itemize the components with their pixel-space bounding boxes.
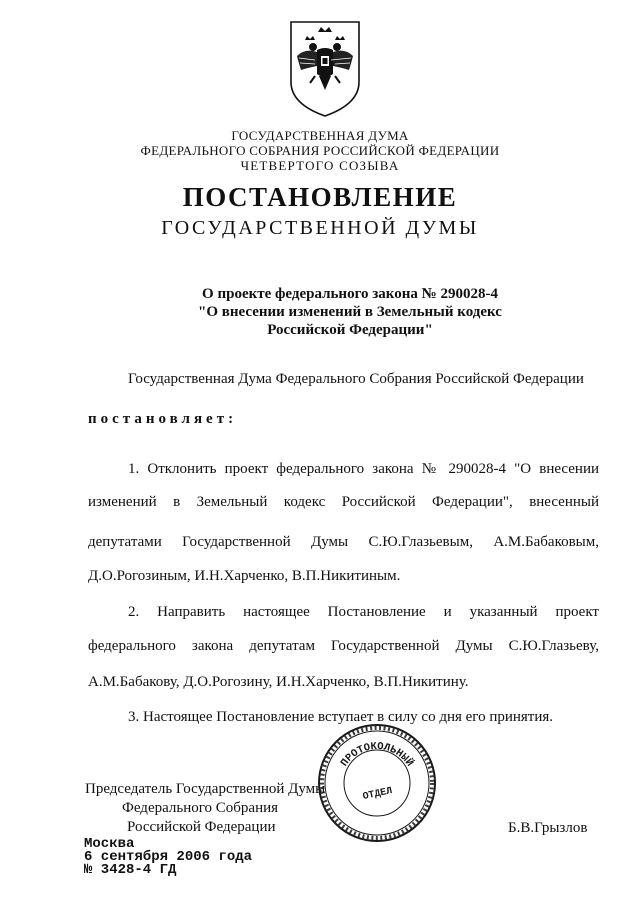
document-title: ПОСТАНОВЛЕНИЕ: [182, 182, 458, 212]
footer-date: 6 сентября 2006 года: [84, 849, 253, 865]
header-line-1: ГОСУДАРСТВЕННАЯ ДУМА: [231, 128, 409, 143]
header-line-2: ФЕДЕРАЛЬНОГО СОБРАНИЯ РОССИЙСКОЙ ФЕДЕРАЦИИ: [140, 143, 500, 158]
item-1-line-2: изменений в Земельный кодекс Российской Федерации", внесенный: [88, 494, 599, 510]
signature-role-line-3: Российской Федерации: [127, 819, 276, 835]
subject-line-2: "О внесении изменений в Земельный кодекс: [198, 304, 502, 320]
item-1-line-3: депутатами Государственной Думы С.Ю.Глазьевым, А.М.Бабаковым,: [88, 534, 599, 550]
round-stamp-seal: [316, 722, 438, 844]
subject-block: [150, 285, 550, 339]
header-line-3: ЧЕТВЕРТОГО СОЗЫВА: [240, 158, 400, 173]
footer-city: Москва: [84, 836, 135, 852]
signature-role-line-2: Федерального Собрания: [122, 800, 279, 816]
footer-number: № 3428-4 ГД: [84, 862, 177, 878]
item-3-line-1: 3. Настоящее Постановление вступает в силу со дня его принятия.: [128, 709, 554, 725]
coat-of-arms-emblem: [287, 20, 363, 118]
resolves-text: постановляет:: [88, 411, 238, 427]
stamp-center-text: ОТДЕЛ: [361, 786, 394, 804]
subject-line-3: Российской Федерации": [267, 322, 433, 338]
item-2-line-1: 2. Направить настоящее Постановление и указанный проект: [128, 604, 599, 620]
preamble-text: Государственная Дума Федерального Собрания Российской Федерации: [128, 371, 584, 387]
stamp-arc-textpath: ПРОТОКОЛЬНЫЙ: [338, 740, 416, 770]
item-2-line-2: федерального закона депутатам Государственной Думы С.Ю.Глазьеву,: [88, 638, 599, 654]
document-subtitle: ГОСУДАРСТВЕННОЙ ДУМЫ: [161, 217, 479, 239]
subject-line-1: О проекте федерального закона № 290028-4: [202, 286, 498, 302]
stamp-arc-text: [339, 741, 417, 769]
signer-name: Б.В.Грызлов: [508, 820, 588, 836]
signature-role-line-1: Председатель Государственной Думы: [85, 781, 326, 797]
item-1-line-4: Д.О.Рогозиным, И.Н.Харченко, В.П.Никитиным.: [88, 568, 401, 584]
item-1-line-1: 1. Отклонить проект федерального закона № 290028-4 "О внесении: [128, 461, 599, 477]
item-2-line-3: А.М.Бабакову, Д.О.Рогозину, И.Н.Харченко, В.П.Никитину.: [88, 674, 469, 690]
